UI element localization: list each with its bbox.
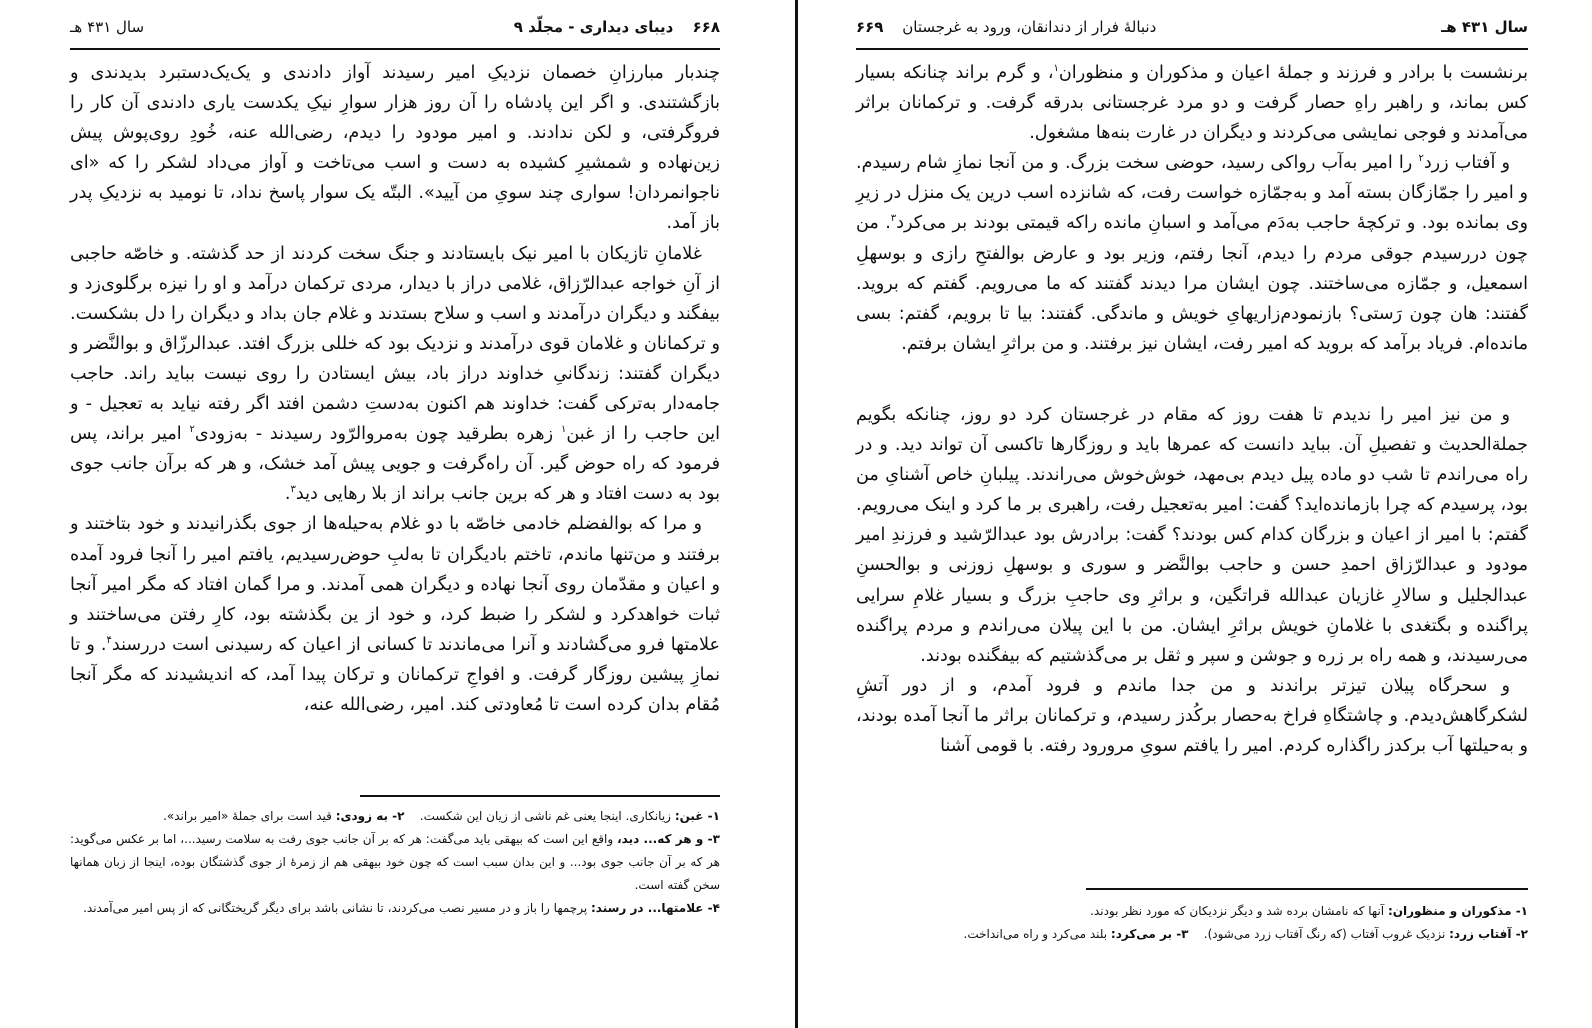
- right-header-title-group: [856, 18, 1156, 36]
- paragraph: و من نیز امیر را ندیدم تا هفت روز که مقام در غرجستان کرد دو روز، چنانکه بگویم جملةالحدیث و تفصیلِ آن. بباید دانست که عمرها باید و روزگارها تاکسی آن تواند دید. و در راه می‌راندم تا شب دو ماده پیل دیدم بی‌مهد، خوش‌خوش می‌راندند. پیلبانِ خاص آشنایِ من بود، پرسیدم که چرا بازمانده‌اید؟ گفت: امیر به‌تعجیل رفت، راهبری بر ما کرد و اینک می‌رویم. گفتم: با امیر از اعیان و بزرگان کدام کس بودند؟ گفت: برادرش بود عبدالرّشید و فرزندِ امیر مودود و عبدالرّزاق احمدِ حسن و حاجب بوالنَّضر و سوری و بوسهلِ زوزنی و بوالحسنِ عبدالجلیل و سالارِ غازیان عبدالله قراتگین، و براثرِ وی حاجبِ بزرگ و بسیار غلامِ سرایی پراگنده و بگتغدی با غلامانِ خویش براثرِ ایشان. من با این پیلان می‌راندم و مردم پراگنده می‌رسیدند، و همه راه بر زره و جوشن و سپر و ثقل بر می‌گذشتیم که بیفگنده بودند.: [856, 404, 1528, 666]
- footnote-label: ۱- مذکوران و منظوران:: [1387, 904, 1528, 918]
- footnote-mark: ۳: [290, 484, 296, 496]
- right-page-body: [856, 58, 1528, 761]
- paragraph-text: برنشست با برادر و فرزند و جملهٔ اعیان و مذکوران و منظوران: [1058, 63, 1528, 83]
- footnote: [70, 805, 720, 828]
- footnote-text: آنها که نامشان برده شد و دیگر نزدیکان که مورد نظر بودند.: [1090, 904, 1385, 918]
- left-footnote-rule: [360, 795, 720, 797]
- paragraph-text: و مرا که بوالفضلم خادمی خاصّه با دو غلام به‌حیله‌ها از جوی بگذرانیدند و خود بتاختند و برفتند و من‌تنها ماندم، تاختم بادیگران تا به‌لبِ حوض‌رسیدیم، یافتم امیر را آنجا فرود آمده و اعیان و مقدّمان روی آنجا نهاده و دیگران همی آمدند. و مرا گمان افتاد که مگر امیر آنجا ثبات خواهدکرد و لشکر را ضبط کرد، و خود از ین بگذشته بود، کارِ رفتن می‌ساختند و علامتها فرو می‌گشادند و آنرا می‌ماندند تا کسانی از اعیان که رسیدنی است دررسند: [70, 514, 720, 655]
- footnote-label: ۳- و هر که... دید،: [617, 832, 720, 846]
- paragraph: چندبار مبارزانِ خصمان نزدیکِ امیر رسیدند آواز دادندی و یک‌یک‌دستبرد بدیدندی و بازگشتندی. و اگر این پادشاه را آن روز هزار سوارِ نیکِ یکدست یاری دادندی آن کار را فروگرفتی، و لکن ندادند. و امیر مودود را دیدم، رضی‌الله عنه، خُودِ روی‌پوش پیش زین‌نهاده و شمشیرِ کشیده به دست و اسب می‌تاخت و آواز می‌داد لشکر را که «ای ناجوانمردان! سواری چند سویِ من آیید». البتّه یک سوار پاسخ نداد، تا نومید به نزدیکِ پدر باز آمد.: [70, 63, 720, 234]
- right-running-title: دنبالهٔ فرار از دندانقان، ورود به غرجستان: [902, 18, 1157, 36]
- left-page-number: ۶۶۸: [692, 18, 720, 36]
- paragraph: و سحرگاه پیلان تیزتر براندند و من جدا ماندم و فرود آمدم، و از دور آتشِ لشکرگاهش‌دیدم. و چاشتگاهِ فراخ به‌حصار برکُدز رسیدم، و ترکمانان براثر ما آنجا آمده بودند، و به‌حیلتها آب برکدز راگذاره کردم. امیر را یافتم سویِ مرورود رفته. با قومی آشنا: [856, 675, 1528, 756]
- right-footnotes: [856, 900, 1528, 946]
- left-header-year: سال ۴۳۱ هـ: [70, 18, 145, 36]
- right-footnote-rule: [1086, 888, 1528, 890]
- footnote-mark: ۲: [189, 424, 195, 436]
- left-header-rule: [70, 48, 720, 50]
- paragraph: و مرا که بوالفضلم خادمی خاصّه با دو غلام به‌حیله‌ها از جوی بگذرانیدند و خود بتاختند و برفتند و من‌تنها ماندم، تاختم بادیگران تا به‌لبِ حوض‌رسیدیم، یافتم امیر را آنجا فرود آمده و اعیان و مقدّمان روی آنجا نهاده و دیگران همی آمدند. و مرا گمان افتاد که مگر امیر آنجا ثبات خواهدکرد و لشکر را ضبط کرد، و خود از ین بگذشته بود، کارِ رفتن می‌ساختند و علامتها فرو می‌گشادند و آنرا می‌ماندند تا کسانی از اعیان که رسیدنی است دررسند$^۴$. و تا نمازِ پیشین روزگار گرفت. و افواجِ ترکمانان و ترکان پیدا آمد، که اندیشیدند که مگر آنجا مُقام بدان کرده است تا مُعاودتی کند. امیر، رضی‌الله عنه،: [70, 514, 720, 715]
- footnote-text: پرچمها را باز و در مسیر نصب می‌کردند، تا نشانی باشد برای دیگر گریختگانی که از پس امیر می‌آمدند.: [83, 901, 588, 915]
- footnote-mark: ۱: [1053, 63, 1059, 75]
- paragraph-text: را امیر به‌آب رواکی رسید، حوضی سخت بزرگ. و من آنجا نمازِ شام رسیدم. و امیر را جمّازگان بسته آمد و به‌جمّازه خواست رفت، که شانزده اسب درین یک منزل در زیرِ وی بمانده بود. و ترکچهٔ حاجب به‌دَم می‌آمد و اسبانِ مانده راکه قیمتی بودند بر می‌کرد: [856, 153, 1528, 234]
- footnote: [70, 828, 720, 897]
- footnote-label: ۲- آفتاب زرد:: [1449, 927, 1528, 941]
- footnote-mark: ۴: [106, 634, 112, 646]
- left-page-body: [70, 58, 720, 720]
- footnote: [856, 923, 1528, 946]
- footnote-text: واقع این است که بیهقی باید می‌گفت: هر که بر آن جانب جوی رفت به سلامت رسید...، اما بر عکس می‌گوید: هر که بر آن جانب جوی بود... و این بدان سبب است که چون خود بیهقی هم از زمرهٔ از جوی گذشتگان بوده، اینجا از زبان همانها سخن گفته است.: [70, 832, 720, 892]
- paragraph: [856, 58, 1528, 148]
- right-page-header: [856, 18, 1528, 44]
- paragraph: و آفتاب زرد$^۲$ را امیر به‌آب رواکی رسید، حوضی سخت بزرگ. و من آنجا نمازِ شام رسیدم. و امیر را جمّازگان بسته آمد و به‌جمّازه خواست رفت، که شانزده اسب درین یک منزل در زیرِ وی بمانده بود. و ترکچهٔ حاجب به‌دَم می‌آمد و اسبانِ مانده راکه قیمتی بودند بر می‌کرد$^۳$. من چون دررسیدم جوقی مردم را دیدم، آنجا رفتم، وزیر بود و عارض بوالفتحِ رازی و بوسهلِ اسمعیل، و جمّازه می‌ساختند. چون ایشان مرا دیدند گفتند که ما می‌رویم. گفتم که بروید. گفتند: هان چون رَستی؟ بازنمودم‌زاریهایِ خویش و ماندگی. گفتند: بیا تا برویم، گفتم: بسی مانده‌ام. فریاد برآمد که بروید که امیر رفت، ایشان نیز برفتند. و من براثرِ ایشان برفتم.: [856, 153, 1528, 354]
- paragraph-text: امیر براند، پس فرمود که راه حوض گیر. آن راه‌گرفت و جویی پیش آمد خشک، و هر که برآن جانب جوی بود به دست افتاد و هر که برین جانب براند از بلا رهایی دید: [70, 424, 720, 505]
- footnote-label: ۳- بر می‌کرد:: [1110, 927, 1189, 941]
- left-running-title: دیبای دیداری - مجلّد ۹: [513, 18, 674, 36]
- right-page: [796, 0, 1592, 1028]
- footnote-text: قید است برای جملهٔ «امیر براند».: [163, 809, 332, 823]
- left-footnotes: [70, 805, 720, 920]
- paragraph-text: غلامانِ تازیکان با امیر نیک بایستادند و جنگ سخت کردند از حد گذشته. و خاصّه حاجبی از آنِ خواجه عبدالرّزاق، غلامی دراز با دیدار، مردی ترکمان درآمد و او را نیزه برگلوی‌زد و بیفگند و دیگران درآمدند و اسب و سلاح بستدند و غلام جان بداد و دیگران را دل بشکست. و ترکمانان و غلامان قوی درآمدند و نزدیک بود که خللی بزرگ افتد. عبدالرزّاق و بوالنَّضر و دیگران گفتند: زندگانیِ خداوند دراز باد، بیش ایستادن را روی نیست بباید راند. حاجب جامه‌دار به‌ترکی گفت: خداوند هم اکنون به‌دستِ دشمن افتد اگر رفته نیاید به تعجیل - و این حاجب را از غبن: [70, 243, 720, 445]
- footnote-text: زیانکاری. اینجا یعنی غم ناشی از زیان این شکست.: [419, 809, 671, 823]
- paragraph-text: و تا نمازِ پیشین روزگار گرفت. و افواجِ ترکمانان و ترکان پیدا آمد، که اندیشیدند که مگر آنجا مُقام بدان کرده است تا مُعاودتی کند. امیر، رضی‌الله عنه،: [70, 634, 720, 715]
- paragraph-text: زهره بطرقید چون به‌مروالرّود رسیدند - به‌زودی: [194, 424, 554, 445]
- footnote-mark: ۳: [890, 213, 897, 225]
- paragraph-text: من چون دررسیدم جوقی مردم را دیدم، آنجا رفتم، وزیر بود و عارض بوالفتحِ رازی و بوسهلِ اسمعیل، و جمّازه می‌ساختند. چون ایشان مرا دیدند گفتند که ما می‌رویم. گفتم که بروید. گفتند: هان چون رَستی؟ بازنمودم‌زاریهایِ خویش و ماندگی. گفتند: بیا تا برویم، گفتم: بسی مانده‌ام. فریاد برآمد که بروید که امیر رفت، ایشان نیز برفتند. و من براثرِ ایشان برفتم.: [856, 213, 1528, 354]
- paragraph-text: ، و گرم براند چنانکه بسیار کس بماند، و راهبر راهِ حصار گرفت و دو مرد غرجستانی بدرقه گرفت. و ترکمانان براثر می‌آمدند و فوجی نمایشی می‌کردند و دیگران در غارت بنه‌ها مشغول.: [856, 63, 1528, 144]
- footnote-mark: ۲: [1418, 153, 1424, 165]
- footnote-label: ۴- علامتها... در رسند:: [591, 901, 720, 915]
- paragraph: غلامانِ تازیکان با امیر نیک بایستادند و جنگ سخت کردند از حد گذشته. و خاصّه حاجبی از آنِ خواجه عبدالرّزاق، غلامی دراز با دیدار، مردی ترکمان درآمد و او را نیزه برگلوی‌زد و بیفگند و دیگران درآمدند و اسب و سلاح بستدند و غلام جان بداد و دیگران را دل بشکست. و ترکمانان و غلامان قوی درآمدند و نزدیک بود که خللی بزرگ افتد. عبدالرزّاق و بوالنَّضر و دیگران گفتند: زندگانیِ خداوند دراز باد، بیش ایستادن را روی نیست بباید راند. حاجب جامه‌دار به‌ترکی گفت: خداوند هم اکنون به‌دستِ دشمن افتد اگر رفته نیاید به تعجیل - و این حاجب را از غبن$^۱$ زهره بطرقید چون به‌مروالرّود رسیدند - به‌زودی$^۲$ امیر براند، پس فرمود که راه حوض گیر. آن راه‌گرفت و جویی پیش آمد خشک، و هر که برآن جانب جوی بود به دست افتاد و هر که برین جانب براند از بلا رهایی دید$^۳$.: [70, 243, 720, 505]
- right-header-year: سال ۴۳۱ هـ: [1441, 18, 1528, 36]
- footnote: [856, 900, 1528, 923]
- left-header-title-group: [514, 18, 720, 36]
- right-header-rule: [856, 48, 1528, 50]
- footnote: [70, 897, 720, 920]
- right-page-number: ۶۶۹: [856, 18, 884, 36]
- footnote-label: ۱- غبن:: [674, 809, 720, 823]
- footnote-label: ۲- به زودی:: [335, 809, 405, 823]
- footnote-text: بلند می‌کرد و راه می‌انداخت.: [963, 927, 1108, 941]
- left-page-header: [70, 18, 720, 44]
- footnote-mark: ۱: [560, 424, 567, 436]
- footnote-text: نزدیک غروب آفتاب (که رنگ آفتاب زرد می‌شود).: [1203, 927, 1446, 941]
- paragraph-text: و آفتاب زرد: [1423, 153, 1510, 174]
